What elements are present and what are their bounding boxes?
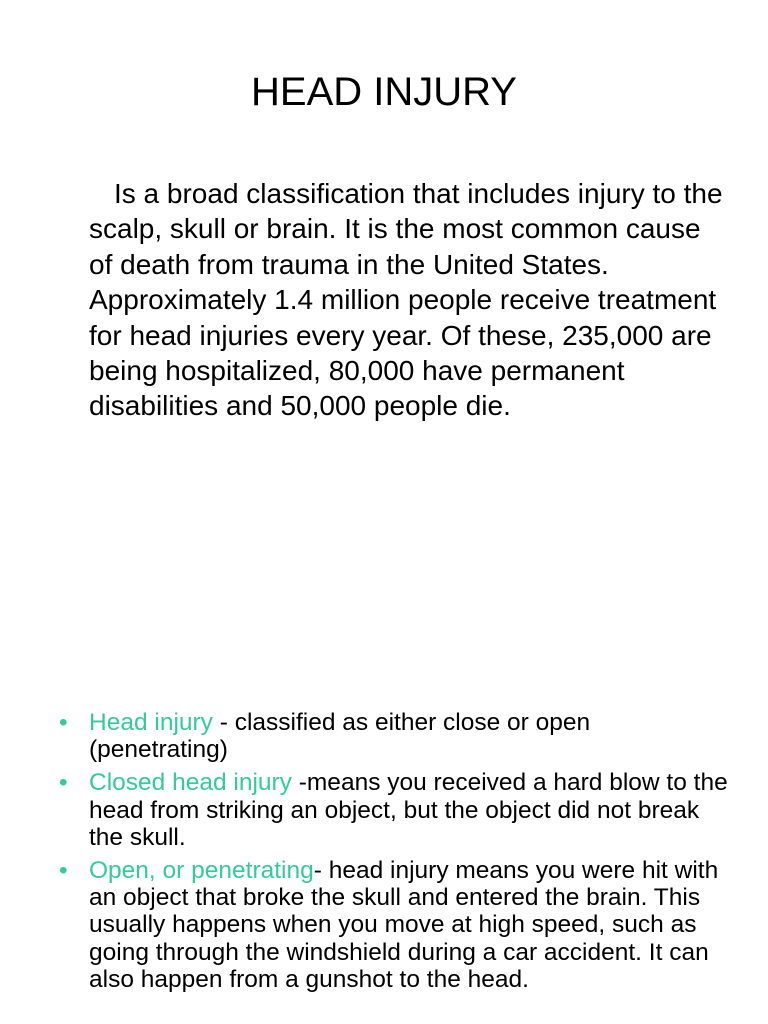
bullet-text: - head injury means you were hit with an object that broke the skull and entered the brain. This usually happens when you move at high speed, such as going through the windshield during a car accident. It can also happen from a gunshot to the head.: [89, 857, 719, 993]
bullet-dot-icon: •: [59, 709, 68, 736]
bullet-list: [59, 709, 729, 999]
slide-title: HEAD INJURY: [251, 70, 517, 114]
bullet-text: -means you received a hard blow to the head from striking an object, but the object did not break the skull.: [89, 769, 728, 851]
bullet-dot-icon: •: [59, 857, 68, 885]
definition-paragraph: Is a broad classification that includes injury to the scalp, skull or brain. It is the most common cause of death from trauma in the United States. Approximately 1.4 million people receive treatment for head injuries every year. Of these, 235,000 are being hospitalized, 80,000 have permanent disabilities and 50,000 people die.: [89, 178, 723, 422]
bullet-item-head-injury: [59, 709, 729, 764]
bullet-item-open-penetrating: [59, 857, 729, 993]
bullet-text: - classified as either close or open (penetrating): [89, 709, 591, 764]
bullet-term: Head injury: [89, 709, 213, 736]
bullet-dot-icon: •: [59, 769, 68, 797]
bullet-item-closed-head-injury: [59, 769, 729, 851]
bullet-term: Closed head injury: [89, 769, 292, 797]
bullet-term: Open, or penetrating: [89, 857, 314, 885]
